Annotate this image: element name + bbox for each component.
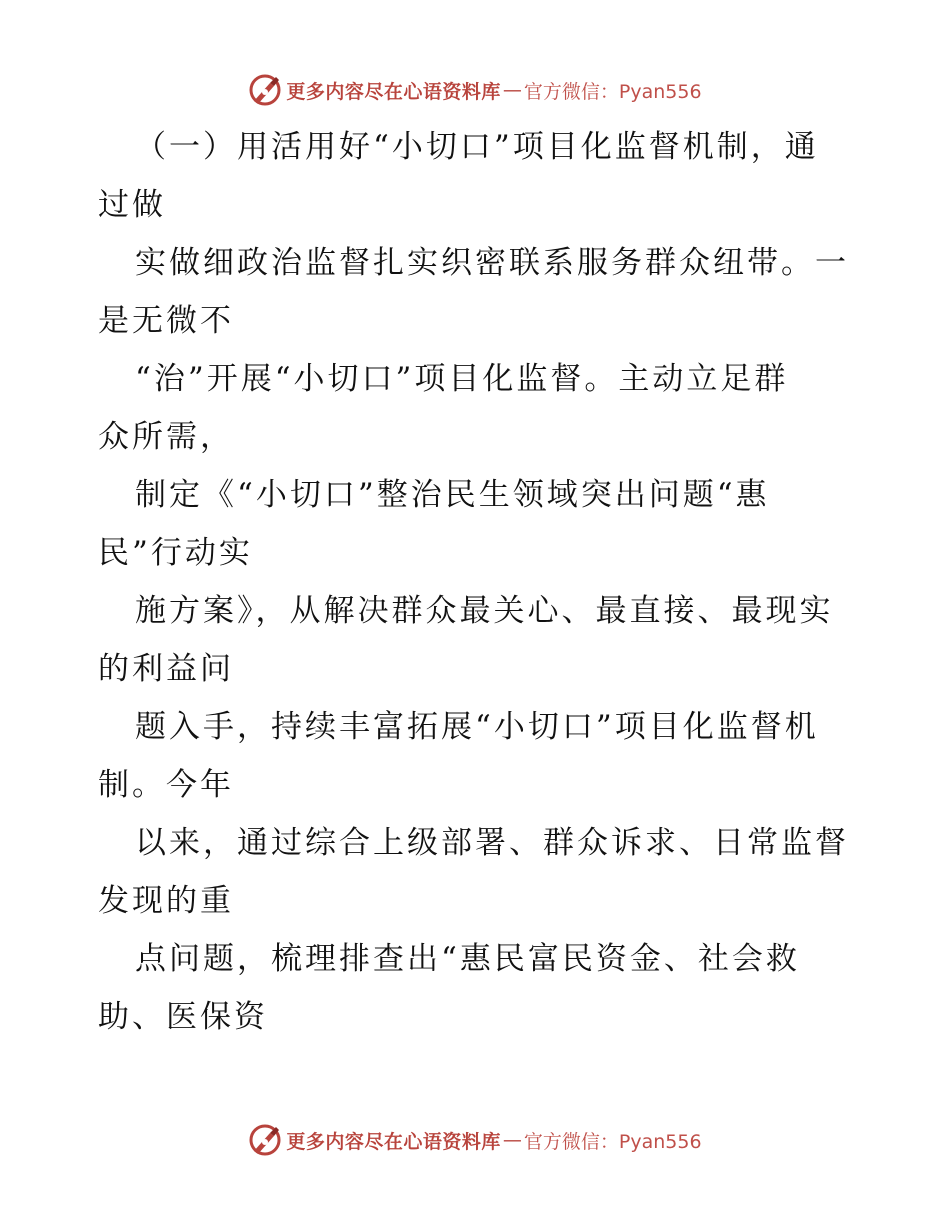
footer-contact-text: 官方微信：Pyan556 xyxy=(523,1130,702,1153)
body-text-line: 众所需， xyxy=(98,419,234,455)
body-text-line: “治”开展“小切口”项目化监督。主动立足群 xyxy=(135,361,789,397)
header-contact-text: 官方微信：Pyan556 xyxy=(523,80,702,103)
pen-logo-icon xyxy=(248,1123,282,1157)
body-text-line: 民”行动实 xyxy=(98,535,253,571)
body-text-line: 助、医保资 xyxy=(98,999,268,1035)
body-text-line: （一）用活用好“小切口”项目化监督机制，通 xyxy=(135,129,819,165)
body-text-line: 过做 xyxy=(98,187,166,223)
body-text-line: 的利益问 xyxy=(98,651,234,687)
body-text-line: 以来，通过综合上级部署、群众诉求、日常监督 xyxy=(135,825,849,861)
header-banner xyxy=(0,70,950,110)
footer-brand-text: 更多内容尽在心语资料库 xyxy=(286,1130,501,1153)
pen-logo-icon xyxy=(248,73,282,107)
body-text-line: 发现的重 xyxy=(98,883,234,919)
header-dash: — xyxy=(502,79,522,101)
body-text-line: 是无微不 xyxy=(98,303,234,339)
body-text-line: 制定《“小切口”整治民生领域突出问题“惠 xyxy=(135,477,770,513)
footer-dash: — xyxy=(502,1129,522,1151)
body-text-line: 点问题，梳理排查出“惠民富民资金、社会救 xyxy=(135,941,800,977)
body-text-line: 题入手，持续丰富拓展“小切口”项目化监督机 xyxy=(135,709,819,745)
footer-banner xyxy=(0,1120,950,1160)
body-text-line: 实做细政治监督扎实织密联系服务群众纽带。一 xyxy=(135,245,849,281)
body-text-line: 制。今年 xyxy=(98,767,234,803)
body-text-line: 施方案》，从解决群众最关心、最直接、最现实 xyxy=(135,593,834,629)
header-brand-text: 更多内容尽在心语资料库 xyxy=(286,80,501,103)
